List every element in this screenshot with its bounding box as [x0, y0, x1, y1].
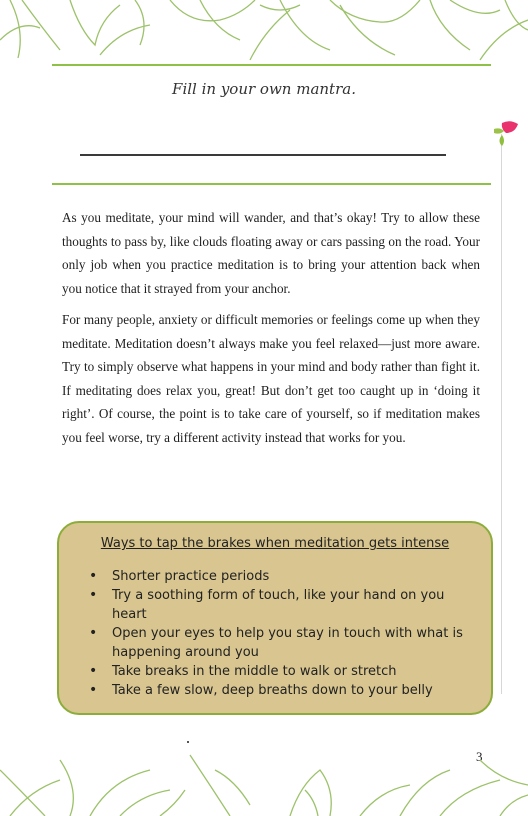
tips-callout-box	[57, 521, 493, 715]
leaf-decoration-top	[0, 0, 528, 62]
paragraph-difficult-feelings: For many people, anxiety or difficult memories or feelings come up when they meditate. Meditation doesn’t always make you feel relaxed—just more aware. Try to simply observe what happens in your mind and body rather than fight it. If meditating does relax you, great! But don’t get too caught up in ‘doing it right’. Of course, the point is to take care of yourself, so if meditation makes you feel worse, try a different activity instead that works for you.	[62, 312, 480, 445]
mantra-fill-in-line	[80, 154, 446, 156]
margin-line	[501, 134, 502, 694]
page-number: 3	[476, 749, 483, 764]
mantra-heading: Fill in your own mantra.	[172, 80, 356, 98]
paragraph-wandering-mind: As you meditate, your mind will wander, and that’s okay! Try to allow these thoughts to pass by, like clouds floating away or cars passing on the road. Your only job when you practice meditation is to bring your attention back when you notice that it strayed from your anchor.	[62, 210, 480, 296]
callout-title: Ways to tap the brakes when meditation gets intense	[100, 536, 450, 551]
tips-list	[86, 567, 466, 700]
section-divider	[52, 183, 491, 185]
leaf-decoration-bottom	[0, 750, 528, 816]
list-item: • Shorter practice periods	[86, 567, 466, 586]
body-text	[62, 206, 480, 457]
list-item: • Take a few slow, deep breaths down to your belly	[86, 681, 466, 700]
stray-mark	[187, 741, 189, 743]
top-divider	[52, 64, 491, 66]
list-item: • Open your eyes to help you stay in touch with what is happening around you	[86, 624, 466, 662]
list-item: • Take breaks in the middle to walk or stretch	[86, 662, 466, 681]
list-item: • Try a soothing form of touch, like your hand on you heart	[86, 586, 466, 624]
flower-icon	[488, 119, 522, 153]
